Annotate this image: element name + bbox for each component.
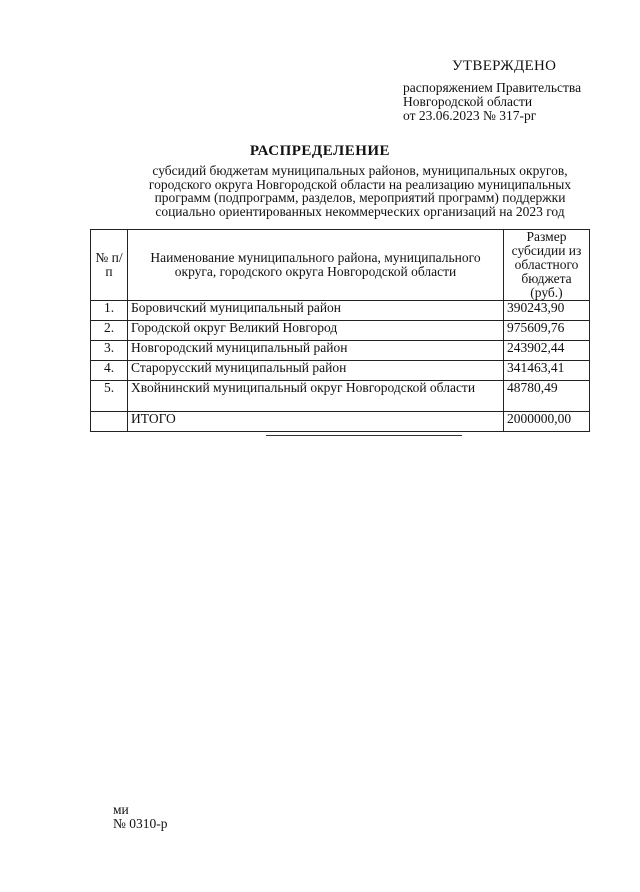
- table-row: [91, 361, 590, 381]
- header-municipality: Наименование муниципального района, муниципального округа, городского округа Новгородской области: [128, 230, 504, 301]
- distribution-table: [90, 229, 590, 432]
- subtitle-line: субсидий бюджетам муниципальных районов, муниципальных округов,: [152, 163, 568, 178]
- approval-line-authority: распоряжением Правительства: [403, 80, 582, 95]
- row-amount: 390243,90: [504, 301, 590, 321]
- row-amount: 48780,49: [504, 381, 590, 412]
- footer-initials: ми: [113, 802, 129, 817]
- subtitle-line: социально ориентированных некоммерческих организаций на 2023 год: [155, 203, 565, 219]
- approval-line-region: Новгородской области: [403, 94, 533, 109]
- total-label: ИТОГО: [128, 412, 504, 432]
- header-number: № п/п: [91, 230, 128, 301]
- subtitle-line: программ (подпрограмм, разделов, мероприятий программ) поддержки: [154, 190, 566, 205]
- table-header-row: [91, 230, 590, 301]
- row-number: 5.: [91, 381, 128, 412]
- row-number: 4.: [91, 361, 128, 381]
- table-row: [91, 321, 590, 341]
- row-municipality: Хвойнинский муниципальный округ Новгородской области: [128, 381, 504, 412]
- row-municipality: Новгородский муниципальный район: [128, 341, 504, 361]
- header-subsidy-amount: Размер субсидии из областного бюджета (руб.): [504, 230, 590, 301]
- table-row: [91, 301, 590, 321]
- approval-line-date: от 23.06.2023 № 317-рг: [403, 108, 537, 123]
- total-amount: 2000000,00: [504, 412, 590, 432]
- row-amount: 243902,44: [504, 341, 590, 361]
- table-total-row: [91, 412, 590, 432]
- table-row: [91, 381, 590, 412]
- document-subtitle: [110, 164, 610, 218]
- table-row: [91, 341, 590, 361]
- row-municipality: Боровичский муниципальный район: [128, 301, 504, 321]
- footer-document-number: № 0310-р: [113, 816, 168, 831]
- total-number: [91, 412, 128, 432]
- separator-line: [266, 435, 462, 436]
- document-title: РАСПРЕДЕЛЕНИЕ: [249, 143, 391, 159]
- row-amount: 975609,76: [504, 321, 590, 341]
- row-number: 3.: [91, 341, 128, 361]
- row-amount: 341463,41: [504, 361, 590, 381]
- row-municipality: Городской округ Великий Новгород: [128, 321, 504, 341]
- approval-heading: УТВЕРЖДЕНО: [452, 58, 557, 74]
- row-number: 1.: [91, 301, 128, 321]
- row-number: 2.: [91, 321, 128, 341]
- row-municipality: Старорусский муниципальный район: [128, 361, 504, 381]
- subtitle-line: городского округа Новгородской области на реализацию муниципальных: [148, 176, 572, 192]
